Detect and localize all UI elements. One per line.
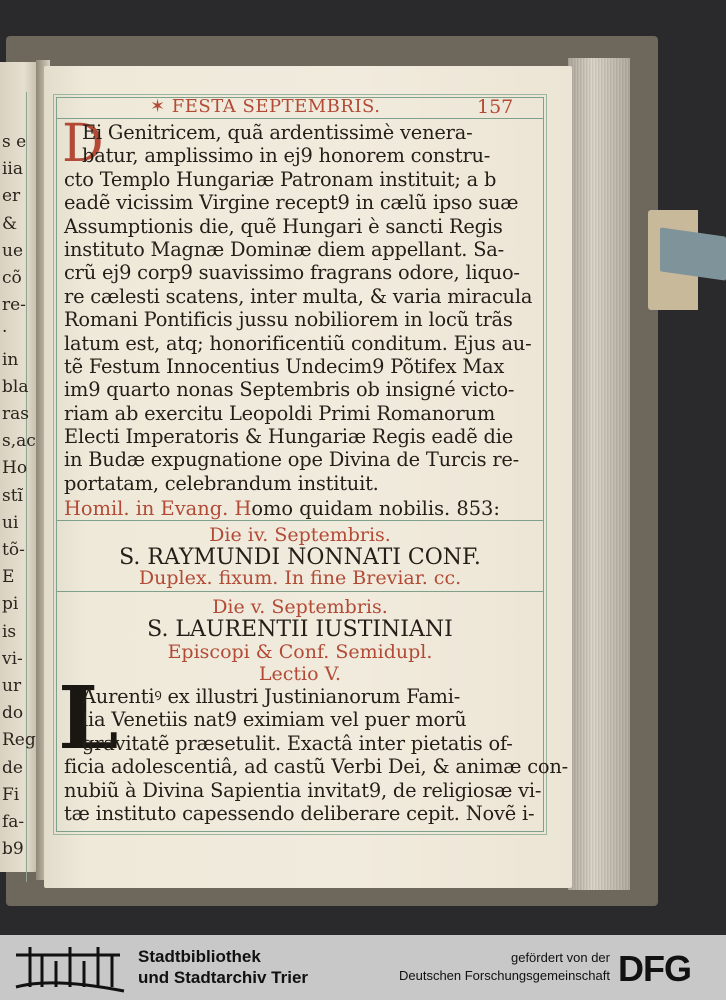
text-line: crũ ej9 corp9 suavissimo fragrans odore, liquo- — [64, 261, 520, 285]
footer-bar — [0, 935, 726, 1000]
section-rule-2 — [56, 591, 544, 592]
text-line: tẽ Festum Innocentius Undecim9 Põtifex Max — [64, 354, 505, 378]
feast-2-date: Die v. Septembris. — [212, 596, 388, 618]
text-line: cto Templo Hungariæ Patronam instituit; a b — [64, 167, 497, 191]
left-page-fragment-text: re- — [2, 295, 26, 316]
left-page-fragment-text: stĩ — [2, 485, 23, 506]
left-page-fragment-text: iia — [2, 159, 24, 180]
text-line: tæ instituto capessendo deliberare cepit. Novẽ i- — [64, 801, 535, 825]
text-line: batur, amplissimo in ej9 honorem constru- — [82, 144, 491, 168]
text-line: Romani Pontificis jussu nobiliorem in locũ trãs — [64, 308, 513, 332]
text-line: latum est, atq; honorificentiũ conditum. Ejus au- — [64, 331, 532, 355]
section-rule-1 — [56, 520, 544, 521]
text-line: eadẽ vicissim Virgine recept9 in cælũ ipso suæ — [64, 191, 519, 215]
left-page-fragment-text: b9 — [2, 839, 24, 860]
text-line: im9 quarto nonas Septembris ob insigné victo- — [64, 378, 515, 402]
lectio-text — [64, 685, 568, 825]
feast-1-rank: Duplex. fixum. In fine Breviar. cc. — [138, 567, 462, 589]
left-page-fragment-text: in — [2, 349, 19, 370]
homily-reference — [64, 497, 500, 520]
feast-2-rank: Episcopi & Conf. Semidupl. — [167, 641, 433, 663]
funding-line2: Deutschen Forschungsgemeinschaft — [398, 968, 610, 983]
text-line: portatam, celebrandum instituit. — [64, 471, 379, 495]
left-page-fragment-text: do — [2, 703, 24, 724]
drop-initial-l: L — [58, 668, 119, 769]
left-page-fragment-text: ur — [2, 676, 22, 696]
text-line: Assumptionis die, quẽ Hungari è sancti Regis — [64, 214, 503, 238]
running-header: ✶ FESTA SEPTEMBRIS. — [150, 96, 381, 117]
left-page-fragment-text: Ho — [2, 458, 28, 479]
left-page-fragment-text: ras — [2, 404, 29, 424]
text-line: lia Venetiis nat9 eximiam vel puer morũ — [82, 708, 467, 732]
left-page-fragment-text: bla — [2, 376, 29, 397]
page-number: 157 — [477, 96, 514, 118]
left-page-fragment-text: & — [2, 213, 18, 234]
left-page-fragment-text: pi — [2, 594, 19, 615]
left-page-fragment-text: ue — [2, 240, 24, 261]
drop-initial-d: D — [62, 114, 104, 174]
left-page-fragment-text: · — [2, 322, 8, 343]
feast-1-saint: S. RAYMUNDI NONNATI CONF. — [119, 545, 481, 570]
text-line: nubiũ à Divina Sapientia invitat9, de religiosæ vi- — [64, 778, 542, 802]
feast-1-date: Die iv. Septembris. — [209, 524, 391, 546]
header-rule — [56, 118, 544, 119]
left-page-rule — [26, 92, 27, 882]
text-line: gravitatẽ præsetulit. Exactâ inter pietatis of- — [82, 731, 513, 755]
left-page-fragment-text: er — [2, 186, 21, 207]
library-name-line1: Stadtbibliothek — [138, 947, 261, 966]
left-page-fragment-text: tõ- — [2, 540, 25, 560]
text-line: Aurentiꝰ ex illustri Justinianorum Fami- — [82, 685, 461, 708]
left-page-fragment-text: de — [2, 757, 23, 778]
dfg-logo: DFG — [618, 948, 691, 989]
text-line: in Budæ expugnatione ope Divina de Turcis re- — [64, 448, 520, 472]
left-page-fragment-text: E — [2, 567, 15, 588]
left-page-fragment-text: s,ac — [2, 431, 36, 452]
left-page-fragment-text: Reg — [2, 730, 36, 751]
library-name-line2: und Stadtarchiv Trier — [138, 968, 309, 987]
book-clasp-metal — [660, 227, 726, 280]
text-line: Ei Genitricem, quã ardentissimè venera- — [82, 121, 473, 144]
homily-rubric: Homil. in Evang. H — [64, 497, 252, 520]
stadtbibliothek-logo-icon — [12, 941, 128, 995]
left-page-fragment-text: s e — [2, 132, 27, 152]
text-line: ficia adolescentiâ, ad castũ Verbi Dei, & animæ con- — [64, 755, 569, 779]
left-page-fragment-text: cõ — [2, 268, 22, 288]
text-line: re cælesti scatens, inter multa, & varia miracula — [64, 284, 533, 308]
left-page-fragment-text: ui — [2, 512, 19, 533]
left-page-fragment — [0, 62, 40, 872]
feast-2-saint: S. LAURENTII IUSTINIANI — [147, 617, 453, 642]
lesson-text — [64, 121, 532, 495]
left-page-fragment-text: vi- — [2, 648, 23, 669]
left-page-fragment-text: fa- — [2, 812, 25, 832]
page-stack-shade — [568, 58, 630, 890]
text-line: Electi Imperatoris & Hungariæ Regis eadẽ die — [64, 425, 513, 449]
left-page-fragment-text: Fi — [2, 784, 20, 805]
left-page-fragment-text: is — [2, 621, 17, 642]
funding-line1: gefördert von der — [510, 950, 610, 965]
text-line: instituto Magnæ Dominæ diem appellant. Sa- — [64, 237, 505, 261]
text-line: riam ab exercitu Leopoldi Primi Romanorum — [64, 401, 496, 425]
homily-incipit: omo quidam nobilis. 853: — [251, 497, 500, 520]
lectio-heading: Lectio V. — [258, 663, 342, 685]
